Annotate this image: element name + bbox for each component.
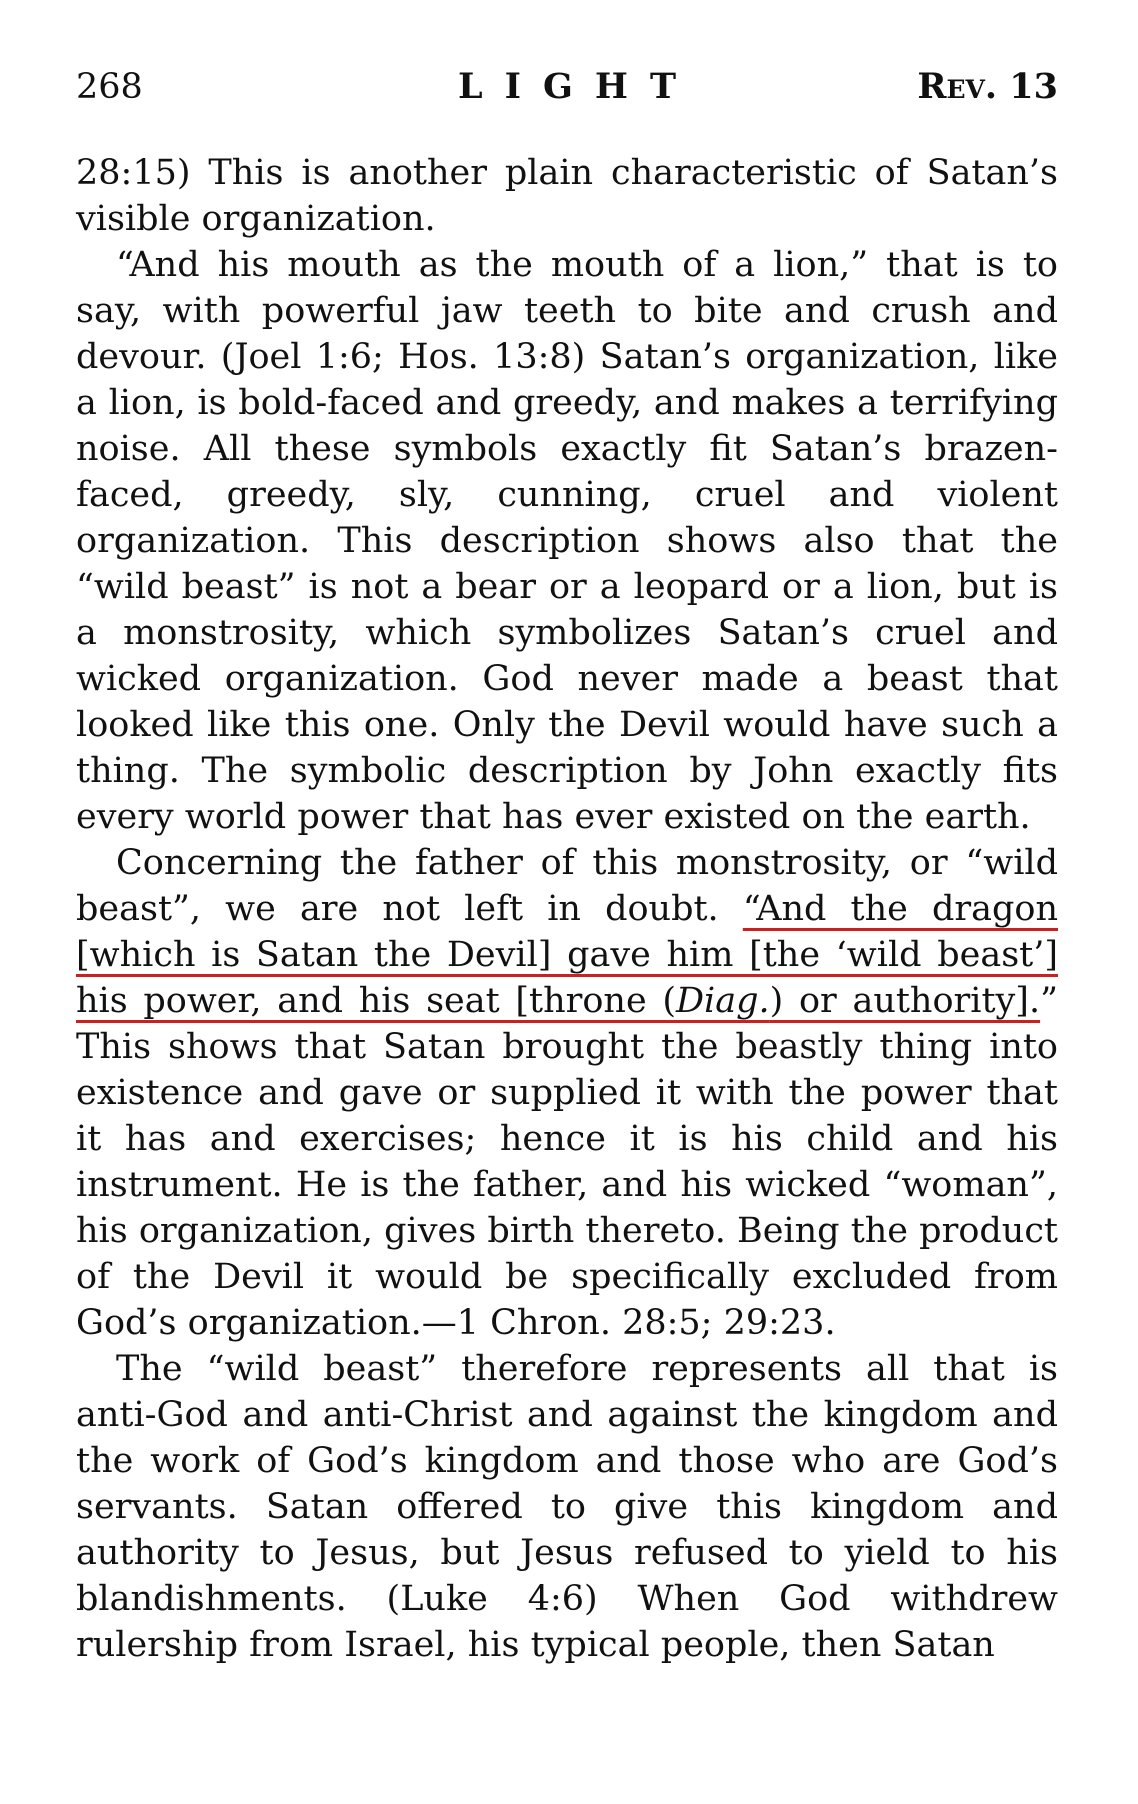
paragraph-4: The “wild beast” therefore represents all that is anti-God and anti-Christ and against the kingdom and the work of God’s kingdom and those who are God’s servants. Satan offered to give this kingdom and authority to Jesus, but Jesus refused to yield to his blandishments. (Luke 4:6) When God withdrew rulership from Israel, his typical people, then Satan: [76, 1349, 1058, 1665]
quote-part-2: ) or authority].: [769, 981, 1041, 1021]
paragraph-3: [76, 840, 1058, 1346]
page-number: 268: [76, 67, 143, 107]
diag-abbreviation: Diag.: [676, 981, 770, 1021]
chapter-reference: Rev. 13: [917, 66, 1058, 107]
page-body: [76, 150, 1058, 1668]
paragraph-1: 28:15) This is another plain characteristic of Satan’s visible organization.: [76, 153, 1058, 239]
quote-part-1: “And the dragon [which is Satan the Devil] gave him [the ‘wild beast’] his power, and his seat [throne (: [76, 889, 1058, 1021]
page-header: [76, 62, 1058, 112]
paragraph-3-rest: ” This shows that Satan brought the beastly thing into existence and gave or supplied it with the power that it has and exercises; hence it is his child and his instrument. He is the father, and his wicked “woman”, his organization, gives birth thereto. Being the product of the Devil it would be specifically excluded from God’s organization.—1 Chron. 28:5; 29:23.: [76, 981, 1058, 1343]
paragraph-2: “And his mouth as the mouth of a lion,” that is to say, with powerful jaw teeth to bite and crush and devour. (Joel 1:6; Hos. 13:8) Satan’s organization, like a lion, is bold-faced and greedy, and makes a terrifying noise. All these symbols exactly fit Satan’s brazen-faced, greedy, sly, cunning, cruel and violent organization. This description shows also that the “wild beast” is not a bear or a leopard or a lion, but is a monstrosity, which symbolizes Satan’s cruel and wicked organization. God never made a beast that looked like this one. Only the Devil would have such a thing. The symbolic description by John exactly fits every world power that has ever existed on the earth.: [76, 245, 1058, 837]
paragraph-3-lead: Concerning the father of this monstrosity, or “wild beast”, we are not left in doubt.: [76, 843, 1058, 929]
running-title: LIGHT: [458, 66, 698, 107]
